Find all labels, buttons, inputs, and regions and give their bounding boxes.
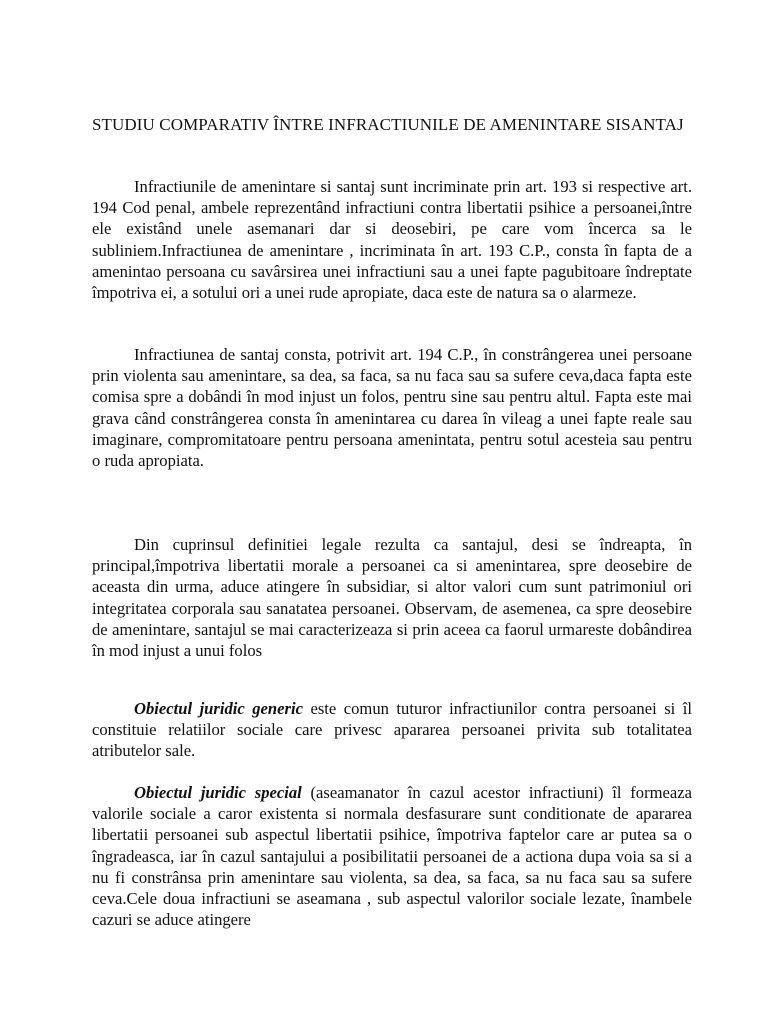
- paragraph-4: [92, 698, 692, 762]
- paragraph-2: [92, 344, 692, 471]
- paragraph-1-text: Infractiunile de amenintare si santaj sunt incriminate prin art. 193 si respective art. 194 Cod penal, ambele reprezentând infractiuni contra libertatii psihice a persoanei,între ele existând unele asemanari dar si deosebiri, pe care vom încerca sa le subliniem.Infractiunea de amenintare , incriminata în art. 193 C.P., consta în fapta de a amenintao persoana cu savârsirea unei infractiuni sau a unei fapte pagubitoare îndreptate împotriva ei, a sotului ori a unei rude apropiate, daca este de natura sa o alarmeze.: [92, 177, 692, 303]
- paragraph-1: [92, 176, 692, 303]
- document-title: STUDIU COMPARATIV ÎNTRE INFRACTIUNILE DE AMENINTARE SISANTAJ: [92, 115, 684, 134]
- paragraph-5-lead: Obiectul juridic special: [134, 783, 302, 802]
- paragraph-3-text: Din cuprinsul definitiei legale rezulta ca santajul, desi se îndreapta, în principal,împotriva libertatii morale a persoanei ca si amenintarea, spre deosebire de aceasta din urma, aduce atingere în subsidiar, si altor valori cum sunt patrimoniul ori integritatea corporala sau sanatatea persoanei. Observam, de asemenea, ca spre deosebire de amenintare, santajul se mai caracterizeaza si prin aceea ca faorul urmareste dobândirea în mod injust a unui folos: [92, 535, 692, 661]
- paragraph-3: [92, 534, 692, 661]
- paragraph-4-lead: Obiectul juridic generic: [134, 699, 303, 718]
- paragraph-4-text: este comun tuturor infractiunilor contra persoanei si îl constituie relatiilor sociale care privesc apararea persoanei privita sub totalitatea atributelor sale.: [92, 699, 692, 761]
- paragraph-5: [92, 782, 692, 930]
- paragraph-5-text: (aseamanator în cazul acestor infractiuni) îl formeaza valorile sociale a caror existenta si normala desfasurare sunt conditionate de apararea libertatii persoanei sub aspectul libertatii psihice, împotriva faptelor care ar putea sa o îngradeasca, iar în cazul santajului a posibilitatii persoanei de a actiona dupa voia sa si a nu fi constrânsa prin amenintare sau violenta, sa dea, sa faca, sa nu faca sau sa sufere ceva.Cele doua infractiuni se aseamana , sub aspectul valorilor sociale lezate, înambele cazuri se aduce atingere: [92, 783, 692, 930]
- paragraph-2-text: Infractiunea de santaj consta, potrivit art. 194 C.P., în constrângerea unei persoane prin violenta sau amenintare, sa dea, sa faca, sa nu faca sau sa sufere ceva,daca fapta este comisa spre a dobândi în mod injust un folos, pentru sine sau pentru altul. Fapta este mai grava când constrângerea consta în amenintarea cu darea în vileag a unei fapte reale sau imaginare, compromitatoare pentru persoana amenintata, pentru sotul acesteia sau pentru o ruda apropiata.: [92, 345, 692, 471]
